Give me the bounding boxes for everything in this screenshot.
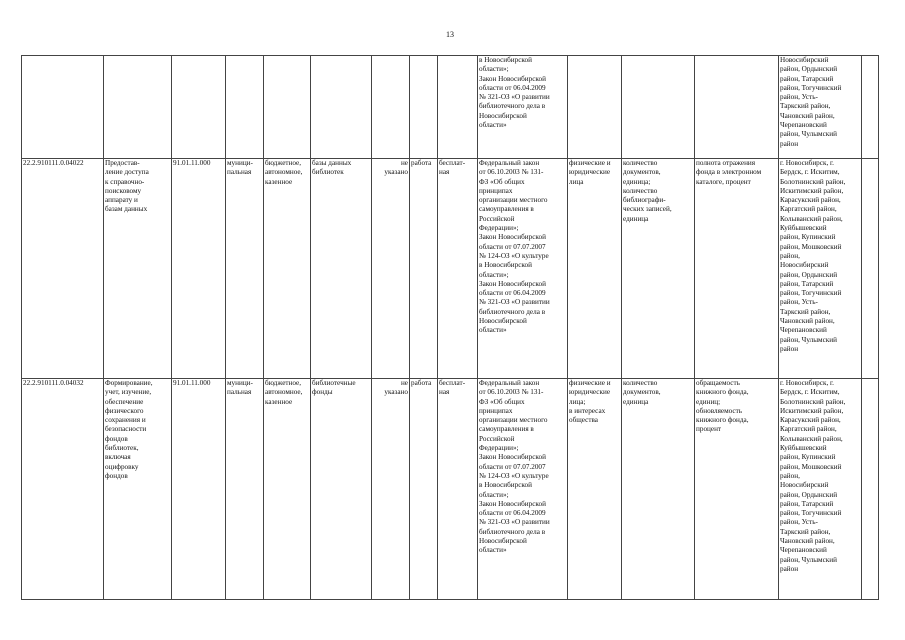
consumers-cell: физические и юридические лица; в интересах общества [568,379,622,600]
empty-cell [104,56,172,159]
okved-cell: 91.01.11.000 [172,379,226,600]
service-code-cell: 22.2.910111.0.04032 [22,379,104,600]
quality-indicator-cell: полнота отражения фонда в электронном каталоге, процент [695,159,779,379]
table-row [22,159,879,379]
services-register-table [21,55,879,600]
volume-indicator-cell: количество документов, единица [622,379,695,600]
empty-cell [372,56,410,159]
service-name-cell: Формирование, учет, изучение, обеспечение физического сохранения и безопасности фондов библиотек, включая оцифровку фондов [104,379,172,600]
empty-cell [695,56,779,159]
okved-cell: 91.01.11.000 [172,159,226,379]
law-cell: в Новосибирской области»; Закон Новосибирской области от 06.04.2009 № 321-ОЗ «О развитии библиотечного дела в Новосибирской области» [478,56,568,159]
empty-cell [172,56,226,159]
consumers-cell: физические и юридические лица [568,159,622,379]
empty-cell [22,56,104,159]
level-cell: муници- пальная [226,379,264,600]
payment-cell: бесплат- ная [438,379,478,600]
quality-indicator-cell: обращаемость книжного фонда, единиц; обновляемость книжного фонда, процент [695,379,779,600]
territory-cell: г. Новосибирск, г. Бердск, г. Искитим, Болотнинский район, Искитимский район, Карасукский район, Каргатский район, Колыванский район, Куйбышевский район, Купинский район, Мошковский район, Новосибирский район, Ордынский район, Татарский район, Тогучинский район, Усть- Таркский район, Чановский район, Черепановский район, Чулымский район [779,159,862,379]
level-cell: муници- пальная [226,159,264,379]
continuation-row [22,56,879,159]
institution-type-cell: бюджетное, автономное, казенное [264,159,311,379]
empty-cell [264,56,311,159]
empty-cell [862,159,879,379]
territory-cell: Новосибирский район, Ордынский район, Татарский район, Тогучинский район, Усть- Таркский район, Чановский район, Черепановский район, Чулымский район [779,56,862,159]
empty-cell [568,56,622,159]
empty-cell [622,56,695,159]
volume-indicator-cell: количество документов, единица; количество библиографи- ческих записей, единица [622,159,695,379]
service-name-cell: Предостав- ление доступа к справочно- поисковому аппарату и базам данных [104,159,172,379]
content-cell: библиотечные фонды [311,379,372,600]
table-row [22,379,879,600]
empty-cell [862,56,879,159]
empty-cell [311,56,372,159]
content-cell: базы данных библиотек [311,159,372,379]
payment-cell: бесплат- ная [438,159,478,379]
value-cell: не указано [372,159,410,379]
law-cell: Федеральный закон от 06.10.2003 № 131- ФЗ «Об общих принципах организации местного самоуправления в Российской Федерации»; Закон Новосибирской области от 07.07.2007 № 124-ОЗ «О культуре в Новосибирской области»; Закон Новосибирской области от 06.04.2009 № 321-ОЗ «О развитии библиотечного дела в Новосибирской области» [478,379,568,600]
value-cell: не указано [372,379,410,600]
empty-cell [862,379,879,600]
service-code-cell: 22.2.910111.0.04022 [22,159,104,379]
empty-cell [226,56,264,159]
empty-cell [410,56,438,159]
kind-cell: работа [410,159,438,379]
page-number: 13 [446,30,454,39]
kind-cell: работа [410,379,438,600]
institution-type-cell: бюджетное, автономное, казенное [264,379,311,600]
law-cell: Федеральный закон от 06.10.2003 № 131- ФЗ «Об общих принципах организации местного самоуправления в Российской Федерации»; Закон Новосибирской области от 07.07.2007 № 124-ОЗ «О культуре в Новосибирской области»; Закон Новосибирской области от 06.04.2009 № 321-ОЗ «О развитии библиотечного дела в Новосибирской области» [478,159,568,379]
empty-cell [438,56,478,159]
territory-cell: г. Новосибирск, г. Бердск, г. Искитим, Болотнинский район, Искитимский район, Карасукский район, Каргатский район, Колыванский район, Куйбышевский район, Купинский район, Мошковский район, Новосибирский район, Ордынский район, Татарский район, Тогучинский район, Усть- Таркский район, Чановский район, Черепановский район, Чулымский район [779,379,862,600]
